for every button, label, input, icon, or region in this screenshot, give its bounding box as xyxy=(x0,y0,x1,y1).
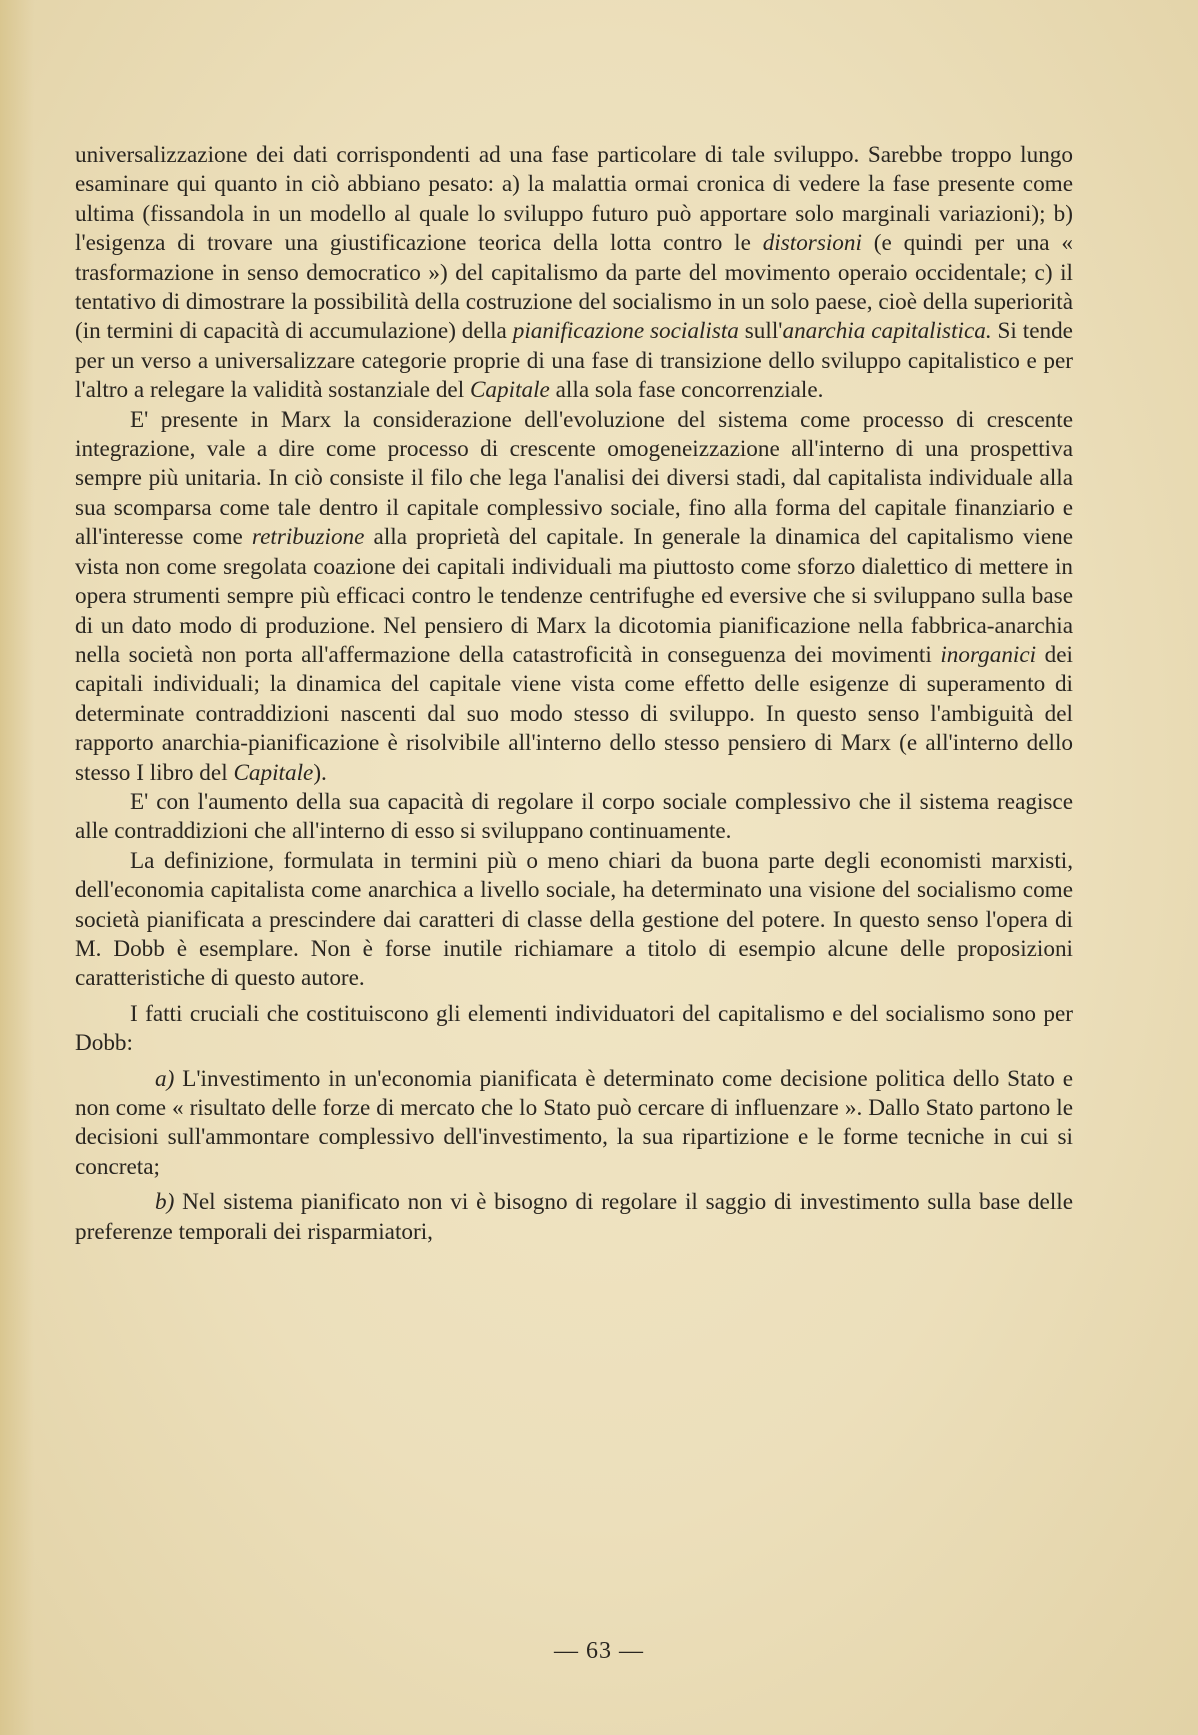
text-span: universalizzazione dei dati corrispondenti ad una fase particolare di tale sviluppo. Sarebbe troppo lungo esaminare qui quanto in ciò abbiano pesato: a) la malattia ormai cronica di vedere la fase presente come ultima (fissandola in un modello al quale lo sviluppo futuro può apportare solo marginali variazioni); b) l'esigenza di trovare una giustificazione teorica della lotta contro le xyxy=(75,142,1073,257)
italic-span: inorganici xyxy=(940,641,1037,668)
text-span: (e quindi per una « trasformazione in senso democratico ») del capitalismo da parte del movimento operaio occidentale; c) il tentativo di dimostrare la possibilità della costruzione del socialismo in un solo paese, cioè della superiorità (in termini di capacità di accumulazione) della xyxy=(75,230,1074,345)
paragraph-5 xyxy=(75,1000,1073,1059)
text-span: alla proprietà del capitale. In generale la dinamica del capitalismo viene vista non come sregolata coazione dei capitali individuali ma piuttosto come sforzo dialettico di mettere in opera strumenti sempre più efficaci contro le tendenze centrifughe ed eversive che si sviluppano sulla base di un dato modo di produzione. Nel pensiero di Marx la dicotomia pianificazione nella fabbrica-anarchia nella società non porta all'affermazione della catastroficità in conseguenza dei movimenti xyxy=(75,524,1073,668)
text-span: alla sola fase concorrenziale. xyxy=(549,377,824,404)
paragraph-2 xyxy=(75,406,1073,788)
italic-span: pianificazione socialista xyxy=(512,318,739,345)
list-marker: b) xyxy=(155,1189,175,1216)
text-span: Nel sistema pianificato non vi è bisogno di regolare il saggio di investimento sulla base delle preferenze temporali dei risparmiatori, xyxy=(75,1189,1073,1245)
list-marker: a) xyxy=(155,1065,175,1092)
list-item-a xyxy=(75,1065,1073,1183)
italic-span: retribuzione xyxy=(251,524,365,551)
text-span: sull' xyxy=(738,318,783,345)
text-span: I fatti cruciali che costituiscono gli elementi individuatori del capitalismo e del socialismo sono per Dobb: xyxy=(75,1000,1073,1057)
text-span: E' con l'aumento della sua capacità di regolare il corpo sociale complessivo che il sistema reagisce alle contraddizioni che all'interno di esso si sviluppano continuamente. xyxy=(75,788,1073,845)
text-span: ). xyxy=(313,759,327,786)
text-span: E' presente in Marx la considerazione dell'evoluzione del sistema come processo di crescente integrazione, vale a dire come processo di crescente omogeneizzazione all'interno di una prospettiva sempre più unitaria. In ciò consiste il filo che lega l'analisi dei diversi stadi, dal capitalista individuale alla sua scomparsa come tale dentro il capitale complessivo sociale, fino alla forma del capitale finanziario e all'interesse come xyxy=(75,406,1073,551)
italic-span: Capitale xyxy=(469,377,550,404)
text-span: La definizione, formulata in termini più o meno chiari da buona parte degli economisti marxisti, dell'economia capitalista come anarchica a livello sociale, ha determinato una visione del socialismo come società pianificata a prescindere dai caratteri di classe della gestione del potere. In questo senso l'opera di M. Dobb è esemplare. Non è forse inutile richiamare a titolo di esempio alcune delle proposizioni caratteristiche di questo autore. xyxy=(75,847,1073,992)
paragraph-4 xyxy=(75,847,1073,994)
paragraph-1 xyxy=(75,141,1073,406)
text-span: L'investimento in un'economia pianificata è determinato come decisione politica dello Stato e non come « risultato delle forze di mercato che lo Stato può cercare di influenzare ». Dallo Stato partono le decisioni sull'ammontare complessivo dell'investimento, la sua ripartizione e le forme tecniche in cui si concreta; xyxy=(75,1065,1073,1180)
italic-span: distorsioni xyxy=(762,230,862,257)
paragraph-3 xyxy=(75,788,1073,847)
italic-span: anarchia capitalistica. xyxy=(782,318,992,345)
page-number: — 63 — xyxy=(554,1638,644,1664)
body-text xyxy=(75,141,1073,1247)
italic-span: Capitale xyxy=(233,759,314,786)
text-span: dei capitali individuali; la dinamica del capitale viene vista come effetto delle esigenze di superamento di determinate contraddizioni nascenti dal suo modo stesso di sviluppo. In questo senso l'ambiguità del rapporto anarchia-pianificazione è risolvibile all'interno dello stesso pensiero di Marx (e all'interno dello stesso I libro del xyxy=(75,641,1073,786)
list-item-b xyxy=(75,1188,1073,1247)
text-span: Si tende per un verso a universalizzare categorie proprie di una fase di transizione dello sviluppo capitalistico e per l'altro a relegare la validità sostanziale del xyxy=(75,318,1073,404)
